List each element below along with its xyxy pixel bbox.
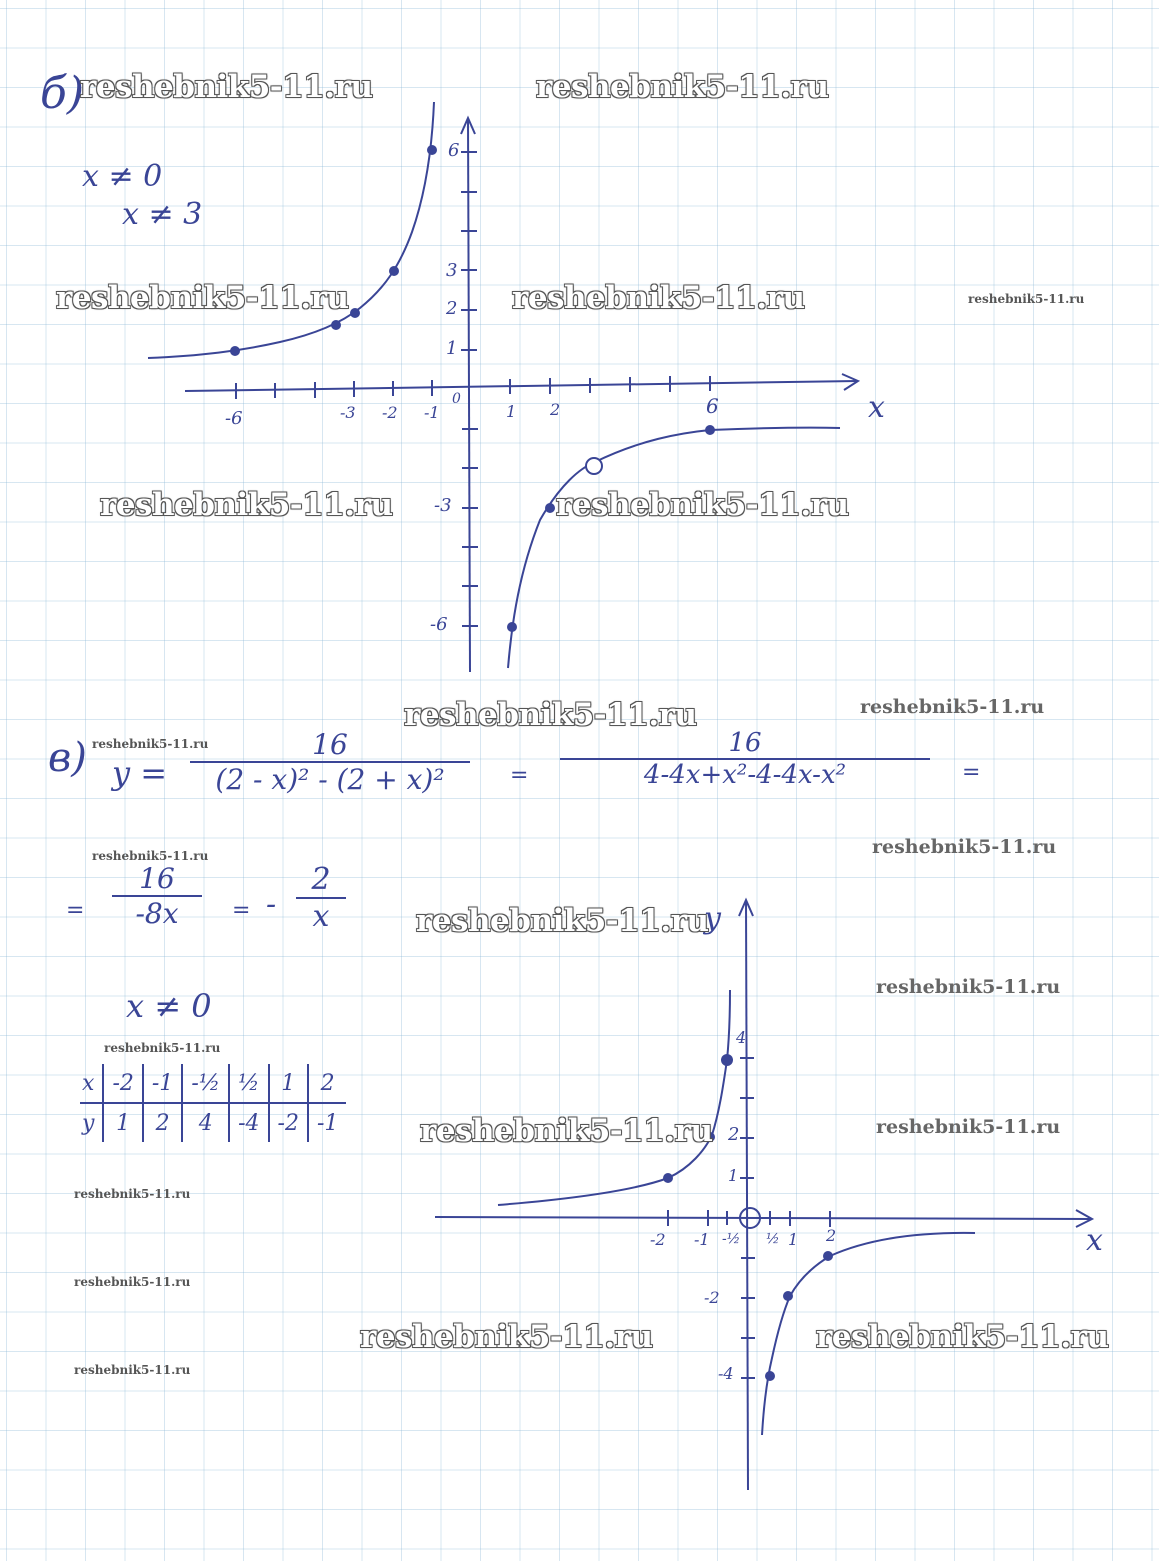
graph-v-x-tick-label: ½ [766, 1231, 780, 1247]
graph-b-y-tick-label: 6 [448, 140, 460, 161]
table-cell: -4 [229, 1103, 268, 1142]
watermark: reshebnik5-11.ru [536, 69, 829, 105]
graph-b-point [705, 425, 715, 435]
graph-v-point [783, 1291, 793, 1301]
graph-v-x-axis [435, 1217, 1092, 1219]
graph-b-point [427, 145, 437, 155]
graph-v-y-tick-label: -2 [704, 1288, 720, 1307]
graph-b-right-branch [508, 428, 840, 668]
watermark: reshebnik5-11.ru [74, 1275, 191, 1289]
table-cell: 1 [103, 1103, 142, 1142]
graph-v-point [823, 1251, 833, 1261]
watermark: reshebnik5-11.ru [404, 697, 697, 733]
watermark: reshebnik5-11.ru [74, 1363, 191, 1377]
formula-numerator-4: 2 [311, 862, 331, 897]
watermark: reshebnik5-11.ru [968, 292, 1085, 306]
graph-b-x-tick-label: 1 [506, 402, 517, 421]
graph-b-x-tick-label: -3 [340, 403, 356, 422]
formula-fraction-3 [112, 862, 202, 930]
graph-v-y-tick-label: -4 [718, 1364, 734, 1383]
graph-v-y-axis-label: y [704, 901, 721, 936]
part-b-condition-2: x ≠ 3 [122, 197, 203, 232]
graph-b-point [389, 266, 399, 276]
watermark: reshebnik5-11.ru [416, 903, 709, 939]
graph-v-point [721, 1054, 733, 1066]
graph-v-y-tick-label: 4 [736, 1028, 747, 1047]
table-cell: 4 [182, 1103, 229, 1142]
graph-v-y-tick-label: 1 [728, 1166, 739, 1185]
watermark: reshebnik5-11.ru [80, 69, 373, 105]
formula-minus: - [266, 887, 277, 922]
watermark: reshebnik5-11.ru [556, 487, 849, 523]
graph-b-x-tick-label: 6 [706, 394, 719, 418]
graph-b-x-tick-label: 2 [550, 400, 561, 419]
graph-b-y-axis [468, 118, 470, 672]
graph-v-x-tick-label: 1 [788, 1230, 799, 1249]
table-header-x: x [80, 1064, 103, 1103]
watermark: reshebnik5-11.ru [816, 1319, 1109, 1355]
graph-b-y-tick-label: -6 [430, 614, 448, 635]
formula-fraction-2 [560, 728, 930, 790]
graph-b-hole [586, 458, 602, 474]
watermark: reshebnik5-11.ru [100, 487, 393, 523]
part-v-label: в) [48, 735, 87, 781]
table-cell: -1 [308, 1103, 346, 1142]
table-cell: ½ [229, 1064, 268, 1103]
watermark: reshebnik5-11.ru [420, 1113, 713, 1149]
graph-v-x-axis-label: x [1086, 1223, 1103, 1258]
graph-v-point [663, 1173, 673, 1183]
graph-b-point [507, 622, 517, 632]
watermark: reshebnik5-11.ru [876, 1116, 1061, 1138]
graph-b-x-tick-label: -6 [225, 408, 243, 429]
graph-b-y-tick-label: -3 [434, 495, 452, 516]
part-b-label: б) [40, 68, 85, 119]
part-v-condition: x ≠ 0 [126, 987, 212, 1025]
formula-denominator-4: x [312, 899, 330, 934]
formula-numerator-2: 16 [728, 728, 762, 758]
graph-v-point [765, 1371, 775, 1381]
table-header-y: y [82, 1110, 95, 1136]
watermark: reshebnik5-11.ru [104, 1041, 221, 1055]
graph-b-x-tick-label: -2 [382, 403, 398, 422]
graph-b-y-tick-label: 1 [446, 338, 458, 359]
table-row [80, 1064, 346, 1103]
part-b-condition-1: x ≠ 0 [82, 159, 163, 194]
graph-b-point [545, 503, 555, 513]
graph-v-y-axis [746, 900, 748, 1490]
watermark: reshebnik5-11.ru [92, 849, 209, 863]
formula-fraction-1 [190, 728, 470, 796]
formula-equals-2: = [962, 760, 981, 785]
table-cell: 2 [143, 1103, 182, 1142]
formula-denominator-3: -8x [135, 897, 179, 930]
watermark: reshebnik5-11.ru [872, 836, 1057, 858]
graph-b-x-axis [185, 381, 858, 391]
graph-v-x-tick-label: -1 [694, 1230, 710, 1249]
formula-fraction-4 [296, 862, 346, 934]
formula-denominator-1: (2 - x)² - (2 + x)² [215, 763, 445, 796]
graph-b-point [230, 346, 240, 356]
formula-y-equals: y = [112, 754, 168, 792]
graph-v-x-tick-label: -2 [650, 1230, 666, 1249]
graph-b-x-tick-label: 0 [452, 391, 461, 407]
formula-numerator-1: 16 [312, 728, 348, 761]
graph-b-x-tick-label: -1 [424, 403, 440, 422]
table-cell: -2 [269, 1103, 308, 1142]
table-cell: 2 [308, 1064, 346, 1103]
value-table [80, 1064, 346, 1142]
graph-b-y-tick-label: 3 [446, 260, 458, 281]
formula-numerator-3: 16 [139, 862, 175, 895]
watermark: reshebnik5-11.ru [876, 976, 1061, 998]
graph-v-y-tick-label: 2 [728, 1124, 740, 1145]
formula-denominator-2: 4-4x+x²-4-4x-x² [643, 760, 847, 790]
table-cell: -½ [182, 1064, 229, 1103]
watermark: reshebnik5-11.ru [360, 1319, 653, 1355]
table-row [80, 1103, 346, 1142]
graph-v-left-branch [498, 990, 730, 1205]
table-cell: 1 [269, 1064, 308, 1103]
graph-b-x-axis-label: x [868, 390, 885, 425]
graph-b-y-tick-label: 2 [446, 298, 458, 319]
watermark: reshebnik5-11.ru [512, 280, 805, 316]
formula-equals-3: = [66, 898, 85, 923]
table-cell: -1 [143, 1064, 182, 1103]
watermark: reshebnik5-11.ru [92, 737, 209, 751]
graph-b-point [350, 308, 360, 318]
watermark: reshebnik5-11.ru [56, 280, 349, 316]
formula-equals-4: = [232, 898, 251, 923]
graph-v-x-tick-label: 2 [826, 1226, 837, 1245]
watermark: reshebnik5-11.ru [74, 1187, 191, 1201]
graph-v-x-tick-label: -½ [722, 1231, 741, 1247]
watermark: reshebnik5-11.ru [860, 696, 1045, 718]
formula-equals-1: = [510, 763, 529, 788]
table-cell: -2 [103, 1064, 142, 1103]
graph-b-point [331, 320, 341, 330]
